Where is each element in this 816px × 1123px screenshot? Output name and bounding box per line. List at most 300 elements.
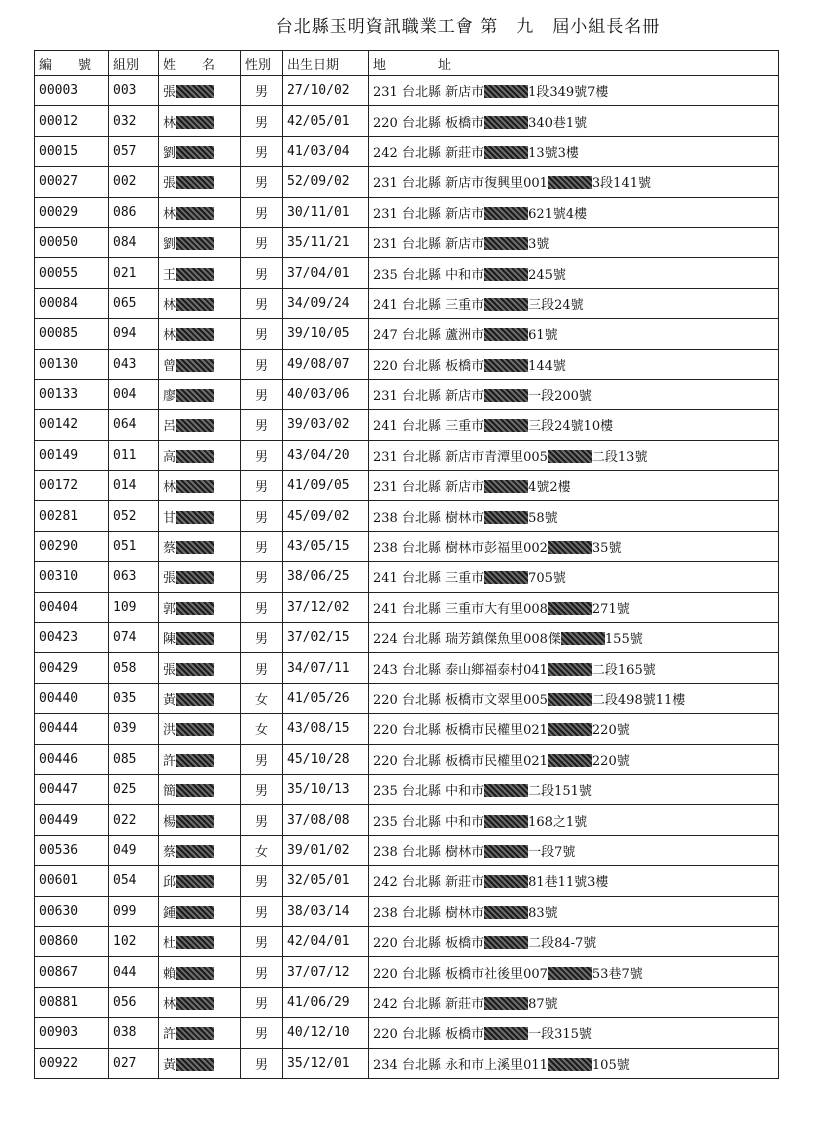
redacted-given-name	[176, 967, 214, 980]
redacted-street	[484, 906, 528, 919]
surname: 曾	[163, 358, 177, 374]
sex: 男	[241, 288, 283, 318]
table-row	[35, 774, 779, 804]
sex: 男	[241, 744, 283, 774]
redacted-given-name	[176, 116, 214, 129]
group-number: 064	[109, 410, 159, 440]
surname: 林	[163, 206, 177, 222]
address-suffix: 58號	[528, 510, 558, 526]
group-number: 102	[109, 926, 159, 956]
address-prefix: 241 台北縣 三重市	[373, 571, 485, 587]
sex: 男	[241, 258, 283, 288]
member-number: 00860	[35, 926, 109, 956]
redacted-street	[484, 268, 528, 281]
member-number: 00015	[35, 136, 109, 166]
surname: 楊	[163, 814, 177, 830]
address-suffix: 220號	[591, 723, 630, 739]
redacted-given-name	[176, 784, 214, 797]
address	[369, 1018, 779, 1048]
member-name	[159, 683, 241, 713]
surname: 蔡	[163, 541, 177, 557]
address-prefix: 220 台北縣 板橋市民權里021	[373, 723, 548, 739]
redacted-street	[484, 936, 528, 949]
address	[369, 592, 779, 622]
redacted-given-name	[176, 906, 214, 919]
header-row	[35, 51, 779, 76]
address-prefix: 231 台北縣 新店市	[373, 389, 485, 405]
table-row	[35, 683, 779, 713]
sex: 男	[241, 1018, 283, 1048]
birth-date: 34/07/11	[283, 653, 369, 683]
surname: 黃	[163, 1057, 177, 1073]
table-row	[35, 987, 779, 1017]
group-number: 074	[109, 623, 159, 653]
sex: 男	[241, 957, 283, 987]
birth-date: 39/03/02	[283, 410, 369, 440]
member-number: 00142	[35, 410, 109, 440]
address-prefix: 231 台北縣 新店市	[373, 85, 485, 101]
redacted-street	[548, 602, 592, 615]
member-number: 00536	[35, 835, 109, 865]
birth-date: 37/08/08	[283, 805, 369, 835]
surname: 張	[163, 176, 177, 192]
birth-date: 43/04/20	[283, 440, 369, 470]
address-prefix: 241 台北縣 三重市	[373, 419, 485, 435]
group-number: 035	[109, 683, 159, 713]
redacted-street	[548, 176, 592, 189]
member-number: 00447	[35, 774, 109, 804]
group-number: 043	[109, 349, 159, 379]
redacted-street	[484, 845, 528, 858]
address-suffix: 35號	[591, 541, 622, 557]
birth-date: 34/09/24	[283, 288, 369, 318]
redacted-street	[484, 146, 528, 159]
address-prefix: 242 台北縣 新莊市	[373, 996, 485, 1012]
sex: 女	[241, 714, 283, 744]
birth-date: 40/12/10	[283, 1018, 369, 1048]
member-number: 00130	[35, 349, 109, 379]
sex: 男	[241, 1048, 283, 1078]
address-prefix: 231 台北縣 新店市	[373, 237, 485, 253]
member-name	[159, 774, 241, 804]
address	[369, 349, 779, 379]
group-number: 094	[109, 319, 159, 349]
birth-date: 39/01/02	[283, 835, 369, 865]
address-prefix: 247 台北縣 蘆洲市	[373, 328, 485, 344]
redacted-given-name	[176, 693, 214, 706]
group-number: 051	[109, 531, 159, 561]
address-suffix: 105號	[591, 1057, 630, 1073]
redacted-given-name	[176, 997, 214, 1010]
address-prefix: 235 台北縣 中和市	[373, 784, 485, 800]
table-row	[35, 410, 779, 440]
member-number: 00012	[35, 106, 109, 136]
table-row	[35, 106, 779, 136]
table-row	[35, 592, 779, 622]
address	[369, 744, 779, 774]
address-prefix: 220 台北縣 板橋市	[373, 358, 485, 374]
table-row	[35, 805, 779, 835]
address	[369, 471, 779, 501]
table-row	[35, 319, 779, 349]
address-prefix: 238 台北縣 樹林市	[373, 844, 485, 860]
table-row	[35, 136, 779, 166]
member-number: 00310	[35, 562, 109, 592]
member-name	[159, 896, 241, 926]
redacted-given-name	[176, 632, 214, 645]
address	[369, 623, 779, 653]
header-number: 編 號	[35, 51, 109, 76]
birth-date: 37/07/12	[283, 957, 369, 987]
sex: 男	[241, 592, 283, 622]
redacted-street	[484, 997, 528, 1010]
address-suffix: 3號	[528, 237, 550, 253]
member-number: 00133	[35, 379, 109, 409]
table-row	[35, 1048, 779, 1078]
address-suffix: 3段141號	[591, 176, 651, 192]
sex: 男	[241, 562, 283, 592]
member-number: 00149	[35, 440, 109, 470]
member-number: 00055	[35, 258, 109, 288]
redacted-street	[548, 1058, 592, 1071]
surname: 張	[163, 662, 177, 678]
redacted-given-name	[176, 237, 214, 250]
group-number: 025	[109, 774, 159, 804]
address-prefix: 235 台北縣 中和市	[373, 267, 485, 283]
birth-date: 45/09/02	[283, 501, 369, 531]
address-suffix: 155號	[604, 632, 643, 648]
group-number: 002	[109, 167, 159, 197]
page-title: 台北縣玉明資訊職業工會 第 九 屆小組長名冊	[275, 17, 661, 37]
member-number: 00446	[35, 744, 109, 774]
member-name	[159, 926, 241, 956]
sex: 女	[241, 835, 283, 865]
address-suffix: 一段200號	[528, 389, 592, 405]
member-name	[159, 835, 241, 865]
address-prefix: 231 台北縣 新店市	[373, 206, 485, 222]
address	[369, 501, 779, 531]
sex: 男	[241, 623, 283, 653]
group-number: 027	[109, 1048, 159, 1078]
address-prefix: 220 台北縣 板橋市	[373, 936, 485, 952]
surname: 劉	[163, 145, 177, 161]
birth-date: 40/03/06	[283, 379, 369, 409]
surname: 陳	[163, 632, 177, 648]
redacted-street	[484, 298, 528, 311]
address-prefix: 231 台北縣 新店市青潭里005	[373, 449, 548, 465]
address-suffix: 4號2樓	[528, 480, 571, 496]
redacted-street	[548, 754, 592, 767]
group-number: 086	[109, 197, 159, 227]
member-number: 00085	[35, 319, 109, 349]
redacted-given-name	[176, 663, 214, 676]
redacted-street	[484, 237, 528, 250]
sex: 男	[241, 106, 283, 136]
surname: 郭	[163, 601, 177, 617]
address-prefix: 220 台北縣 板橋市	[373, 1027, 485, 1043]
address	[369, 410, 779, 440]
table-row	[35, 623, 779, 653]
sex: 男	[241, 471, 283, 501]
redacted-given-name	[176, 723, 214, 736]
address-suffix: 三段24號	[528, 297, 584, 313]
address-prefix: 241 台北縣 三重市	[373, 297, 485, 313]
address-prefix: 231 台北縣 新店市	[373, 480, 485, 496]
surname: 許	[163, 753, 177, 769]
redacted-street	[548, 723, 592, 736]
table-row	[35, 835, 779, 865]
address	[369, 866, 779, 896]
redacted-given-name	[176, 450, 214, 463]
redacted-street	[484, 480, 528, 493]
group-number: 099	[109, 896, 159, 926]
sex: 男	[241, 349, 283, 379]
address-suffix: 220號	[591, 753, 630, 769]
member-name	[159, 136, 241, 166]
birth-date: 42/04/01	[283, 926, 369, 956]
address-prefix: 242 台北縣 新莊市	[373, 875, 485, 891]
member-number: 00449	[35, 805, 109, 835]
group-number: 021	[109, 258, 159, 288]
surname: 張	[163, 571, 177, 587]
redacted-given-name	[176, 207, 214, 220]
address-suffix: 340巷1號	[528, 115, 588, 131]
group-number: 004	[109, 379, 159, 409]
address-suffix: 83號	[528, 905, 558, 921]
header-dob: 出生日期	[283, 51, 369, 76]
table-row	[35, 471, 779, 501]
address	[369, 531, 779, 561]
member-name	[159, 866, 241, 896]
surname: 高	[163, 449, 177, 465]
member-number: 00423	[35, 623, 109, 653]
surname: 黃	[163, 693, 177, 708]
address	[369, 896, 779, 926]
address-suffix: 二段84-7號	[528, 936, 597, 952]
member-number: 00003	[35, 76, 109, 106]
redacted-given-name	[176, 480, 214, 493]
table-row	[35, 197, 779, 227]
group-number: 044	[109, 957, 159, 987]
sex: 男	[241, 866, 283, 896]
redacted-street	[484, 875, 528, 888]
member-name	[159, 471, 241, 501]
header-group: 組別	[109, 51, 159, 76]
redacted-street	[548, 693, 592, 706]
group-number: 038	[109, 1018, 159, 1048]
surname: 洪	[163, 723, 177, 739]
address-suffix: 二段151號	[528, 784, 592, 800]
header-address: 地 址	[369, 51, 779, 76]
address	[369, 379, 779, 409]
member-name	[159, 258, 241, 288]
address-suffix: 271號	[591, 601, 630, 617]
surname: 林	[163, 480, 177, 496]
address-prefix: 220 台北縣 板橋市	[373, 115, 485, 131]
redacted-given-name	[176, 602, 214, 615]
birth-date: 27/10/02	[283, 76, 369, 106]
member-number: 00429	[35, 653, 109, 683]
table-row	[35, 866, 779, 896]
address	[369, 926, 779, 956]
address-suffix: 一段315號	[528, 1027, 592, 1043]
member-name	[159, 167, 241, 197]
table-row	[35, 926, 779, 956]
group-number: 057	[109, 136, 159, 166]
address-prefix: 224 台北縣 瑞芳鎮傑魚里008傑	[373, 632, 561, 648]
birth-date: 41/05/26	[283, 683, 369, 713]
redacted-given-name	[176, 1027, 214, 1040]
member-number: 00881	[35, 987, 109, 1017]
surname: 張	[163, 85, 177, 101]
redacted-given-name	[176, 85, 214, 98]
sex: 男	[241, 653, 283, 683]
member-number: 00404	[35, 592, 109, 622]
member-name	[159, 1048, 241, 1078]
redacted-street	[548, 663, 592, 676]
address	[369, 987, 779, 1017]
surname: 杜	[163, 936, 177, 952]
group-number: 085	[109, 744, 159, 774]
group-number: 109	[109, 592, 159, 622]
address-prefix: 220 台北縣 板橋市社後里007	[373, 966, 548, 982]
sex: 男	[241, 501, 283, 531]
redacted-street	[484, 359, 528, 372]
member-name	[159, 440, 241, 470]
table-row	[35, 957, 779, 987]
birth-date: 43/05/15	[283, 531, 369, 561]
surname: 廖	[163, 389, 177, 405]
sex: 男	[241, 136, 283, 166]
member-number: 00029	[35, 197, 109, 227]
sex: 男	[241, 896, 283, 926]
table-row	[35, 440, 779, 470]
address-suffix: 一段7號	[528, 844, 576, 860]
sex: 男	[241, 197, 283, 227]
member-number: 00903	[35, 1018, 109, 1048]
address	[369, 288, 779, 318]
table-row	[35, 258, 779, 288]
member-name	[159, 227, 241, 257]
table-row	[35, 167, 779, 197]
sex: 男	[241, 167, 283, 197]
address	[369, 683, 779, 713]
address	[369, 714, 779, 744]
header-name: 姓 名	[159, 51, 241, 76]
redacted-given-name	[176, 541, 214, 554]
birth-date: 39/10/05	[283, 319, 369, 349]
birth-date: 45/10/28	[283, 744, 369, 774]
address-suffix: 61號	[528, 328, 558, 344]
birth-date: 41/03/04	[283, 136, 369, 166]
address	[369, 258, 779, 288]
redacted-street	[484, 116, 528, 129]
sex: 男	[241, 227, 283, 257]
redacted-given-name	[176, 845, 214, 858]
member-number: 00630	[35, 896, 109, 926]
member-name	[159, 501, 241, 531]
member-name	[159, 744, 241, 774]
birth-date: 41/09/05	[283, 471, 369, 501]
member-name	[159, 379, 241, 409]
sex: 男	[241, 76, 283, 106]
table-row	[35, 531, 779, 561]
address	[369, 136, 779, 166]
sex: 男	[241, 319, 283, 349]
address-prefix: 235 台北縣 中和市	[373, 814, 485, 830]
surname: 許	[163, 1027, 177, 1043]
table-row	[35, 744, 779, 774]
redacted-given-name	[176, 359, 214, 372]
group-number: 054	[109, 866, 159, 896]
redacted-street	[548, 541, 592, 554]
sex: 女	[241, 683, 283, 713]
table-row	[35, 562, 779, 592]
surname: 賴	[163, 966, 177, 982]
member-number: 00444	[35, 714, 109, 744]
address	[369, 805, 779, 835]
surname: 簡	[163, 784, 177, 800]
address-suffix: 705號	[528, 571, 566, 587]
redacted-given-name	[176, 815, 214, 828]
birth-date: 35/11/21	[283, 227, 369, 257]
address	[369, 774, 779, 804]
redacted-street	[561, 632, 605, 645]
address-prefix: 238 台北縣 樹林市彭福里002	[373, 541, 548, 557]
group-number: 039	[109, 714, 159, 744]
birth-date: 35/10/13	[283, 774, 369, 804]
redacted-street	[484, 207, 528, 220]
address-suffix: 二段498號11樓	[591, 693, 686, 708]
group-number: 058	[109, 653, 159, 683]
redacted-street	[548, 450, 592, 463]
birth-date: 32/05/01	[283, 866, 369, 896]
surname: 林	[163, 996, 177, 1012]
surname: 林	[163, 297, 177, 313]
address-suffix: 13號3樓	[528, 145, 579, 161]
birth-date: 43/08/15	[283, 714, 369, 744]
address	[369, 106, 779, 136]
address-prefix: 243 台北縣 泰山鄉福泰村041	[373, 662, 548, 678]
redacted-street	[484, 784, 528, 797]
member-name	[159, 957, 241, 987]
birth-date: 30/11/01	[283, 197, 369, 227]
address-suffix: 二段13號	[591, 449, 648, 465]
table-row	[35, 501, 779, 531]
member-name	[159, 319, 241, 349]
address-prefix: 241 台北縣 三重市大有里008	[373, 601, 548, 617]
table-row	[35, 653, 779, 683]
member-number: 00601	[35, 866, 109, 896]
redacted-given-name	[176, 936, 214, 949]
group-number: 084	[109, 227, 159, 257]
redacted-given-name	[176, 268, 214, 281]
birth-date: 52/09/02	[283, 167, 369, 197]
redacted-given-name	[176, 571, 214, 584]
surname: 林	[163, 328, 177, 344]
birth-date: 38/06/25	[283, 562, 369, 592]
group-number: 011	[109, 440, 159, 470]
group-number: 056	[109, 987, 159, 1017]
address-suffix: 三段24號10樓	[528, 419, 614, 435]
redacted-given-name	[176, 176, 214, 189]
redacted-given-name	[176, 389, 214, 402]
group-number: 003	[109, 76, 159, 106]
member-name	[159, 623, 241, 653]
redacted-given-name	[176, 875, 214, 888]
group-number: 022	[109, 805, 159, 835]
member-name	[159, 197, 241, 227]
